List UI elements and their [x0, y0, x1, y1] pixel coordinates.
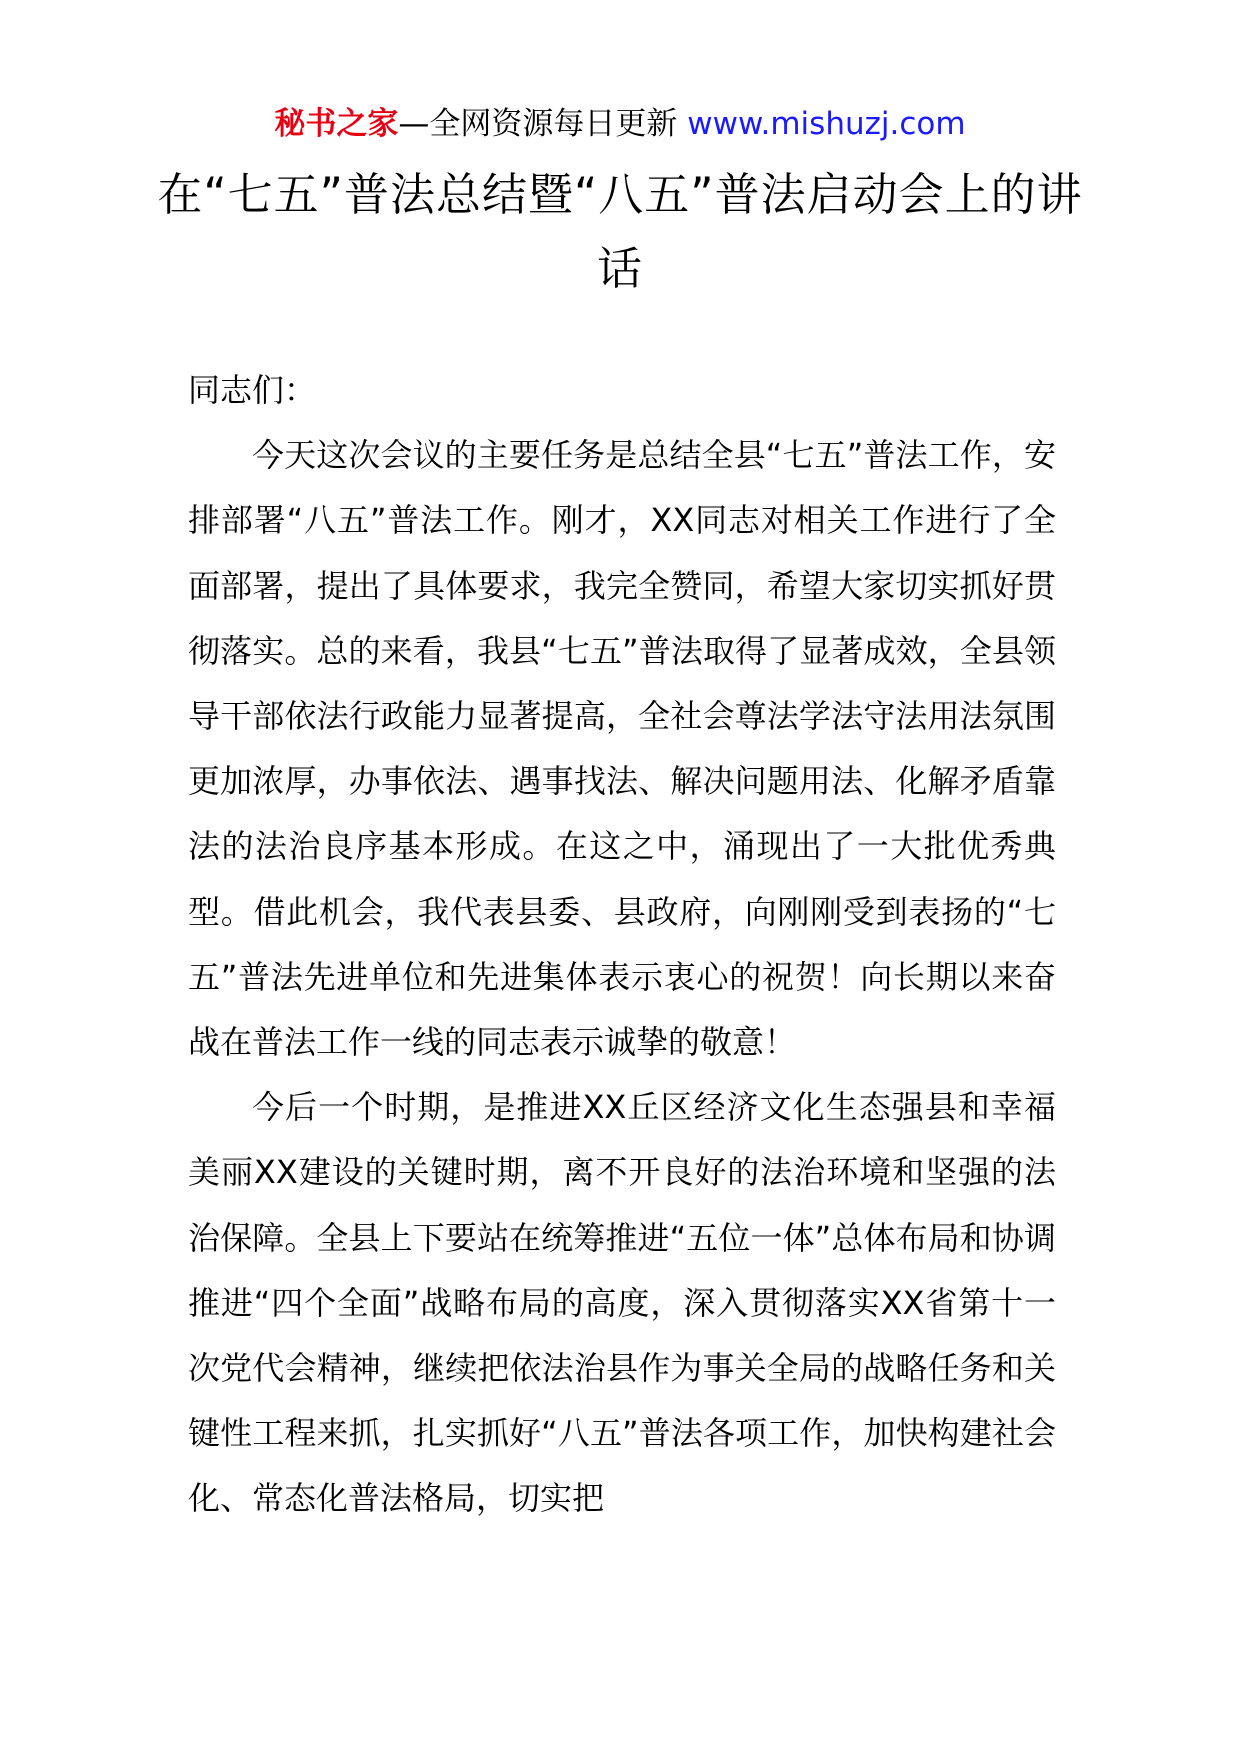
brand-name: 秘书之家 [274, 106, 399, 142]
paragraph-2: 今后一个时期，是推进XX丘区经济文化生态强县和幸福美丽XX建设的关键时期，离不开良好的法治环境和坚强的法治保障。全县上下要站在统筹推进“五位一体”总体布局和协调推进“四个全面”战略布局的高度，深入贯彻落实XX省第十一次党代会精神，继续把依法治县作为事关全局的战略任务和关键性工程来抓，扎实抓好“八五”普法各项工作，加快构建社会化、常态化普法格局，切实把 [188, 1088, 1056, 1518]
paragraph-1: 今天这次会议的主要任务是总结全县“七五”普法工作，安排部署“八五”普法工作。刚才，XX同志对相关工作进行了全面部署，提出了具体要求，我完全赞同，希望大家切实抓好贯彻落实。总的来看，我县“七五”普法取得了显著成效，全县领导干部依法行政能力显著提高，全社会尊法学法守法用法氛围更加浓厚，办事依法、遇事找法、解决问题用法、化解矛盾靠法的法治良序基本形成。在这之中，涌现出了一大批优秀典型。借此机会，我代表县委、县政府，向刚刚受到表扬的“七五”普法先进单位和先进集体表示衷心的祝贺！向长期以来奋战在普法工作一线的同志表示诚挚的敬意！ [188, 436, 1056, 1062]
site-url[interactable]: www.mishuzj.com [687, 106, 966, 142]
site-header [0, 102, 1240, 146]
document-body [188, 358, 1056, 1532]
header-slogan: —全网资源每日更新 [398, 106, 678, 142]
document-title: 在“七五”普法总结暨“八五”普法启动会上的讲话 [157, 168, 1083, 295]
salutation: 同志们： [188, 371, 317, 409]
